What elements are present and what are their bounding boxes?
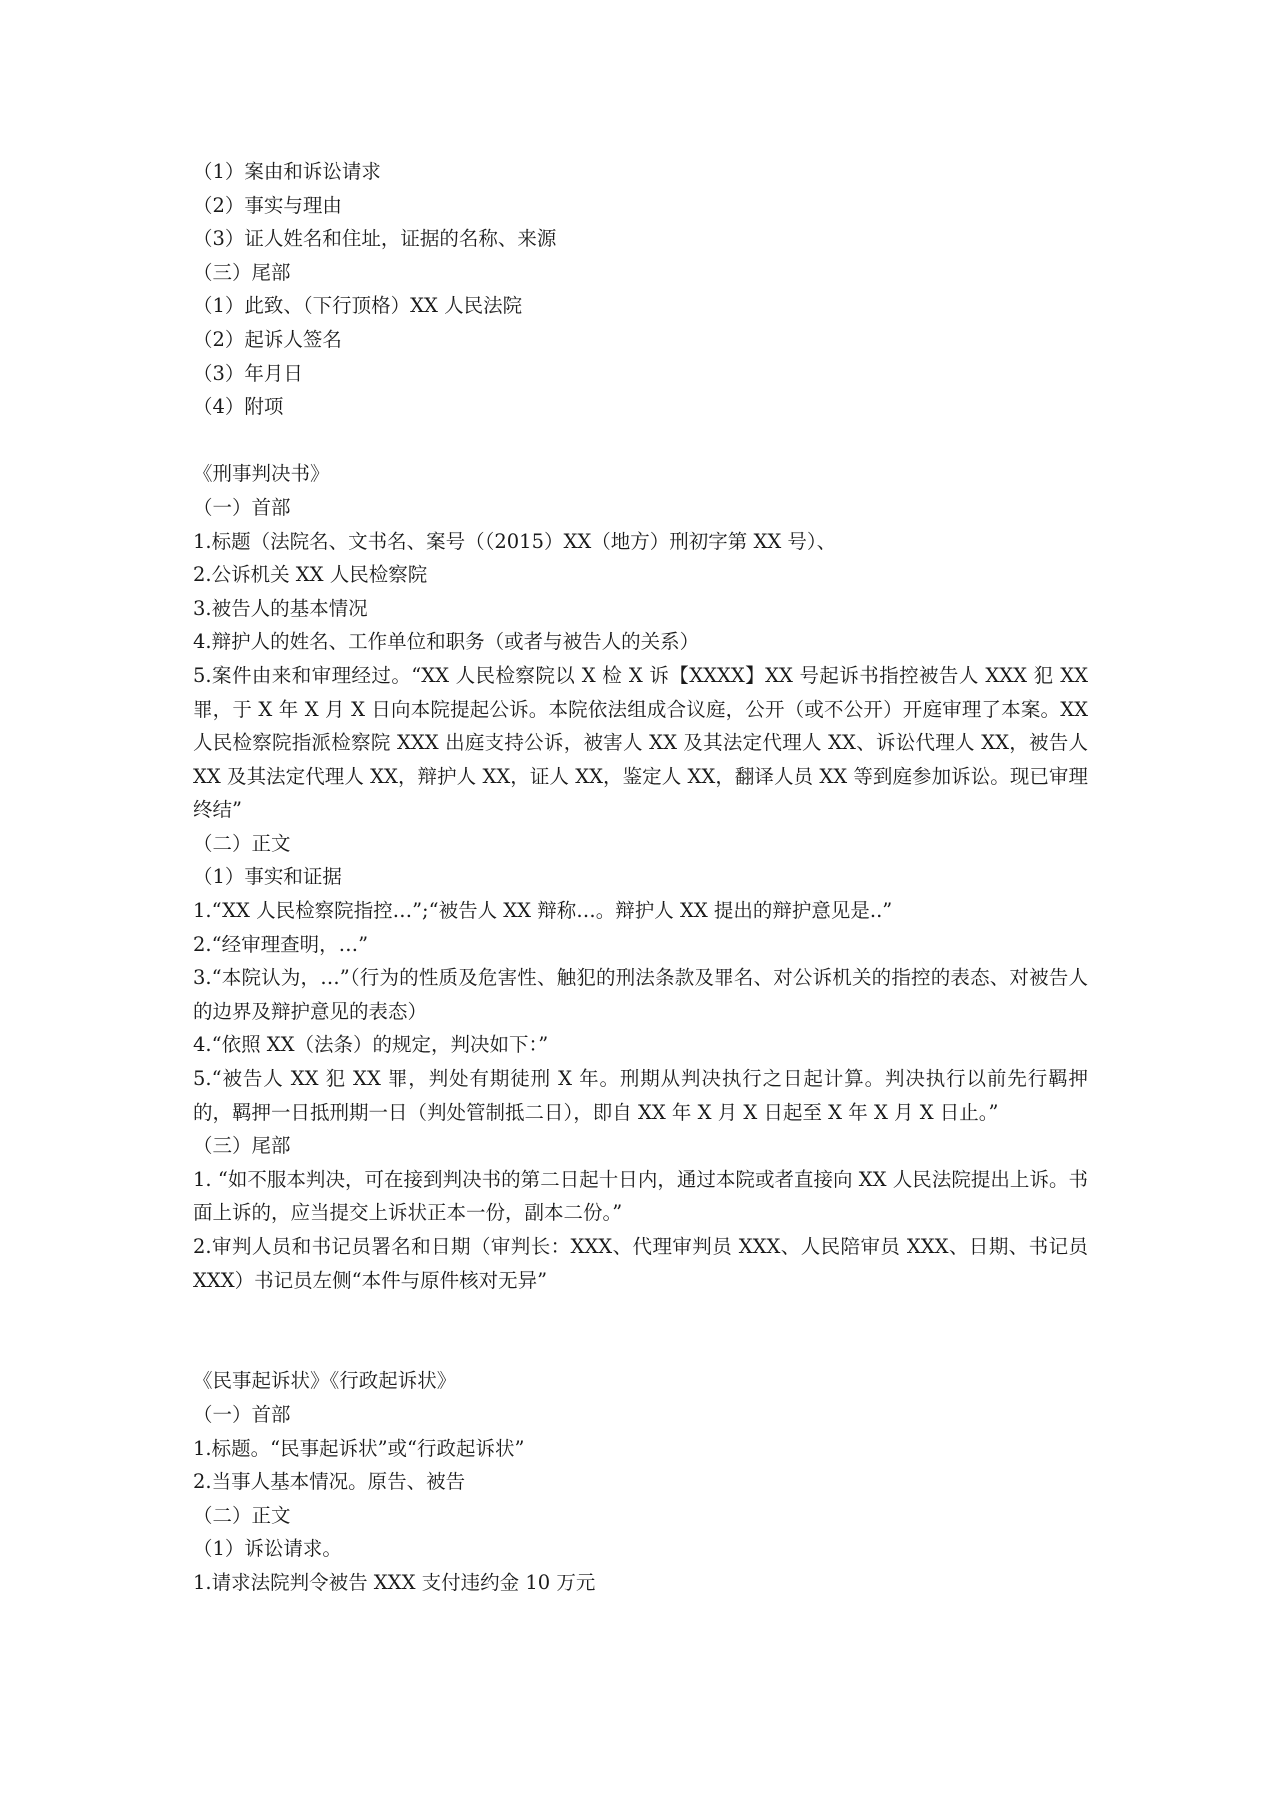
document-body: [193, 155, 1088, 1600]
document-title: 《刑事判决书》: [193, 462, 330, 486]
paragraph: 1. “如不服本判决，可在接到判决书的第二日起十日内，通过本院或者直接向 XX 人民法院提出上诉。书面上诉的，应当提交上诉状正本一份，副本二份。”: [193, 1167, 1088, 1225]
section-heading: （二）正文: [193, 831, 291, 855]
spacer: [193, 424, 1088, 458]
paragraph: 2.审判人员和书记员署名和日期（审判长：XXX、代理审判员 XXX、人民陪审员 XXX、日期、书记员 XXX）书记员左侧“本件与原件核对无异”: [193, 1235, 1088, 1292]
list-item: （1）案由和诉讼请求: [193, 160, 381, 183]
list-item: （3）年月日: [193, 361, 303, 385]
list-item: 3.被告人的基本情况: [193, 596, 368, 620]
list-item: （3）证人姓名和住址，证据的名称、来源: [193, 227, 557, 251]
list-item: 2.当事人基本情况。原告、被告: [193, 1470, 466, 1494]
list-item: 1.“XX 人民检察院指控…”;“被告人 XX 辩称…。辩护人 XX 提出的辩护意见是..”: [193, 899, 893, 923]
list-item: （4）附项: [193, 395, 284, 419]
list-item: 4.辩护人的姓名、工作单位和职务（或者与被告人的关系）: [193, 630, 700, 654]
paragraph: 5.“被告人 XX 犯 XX 罪，判处有期徒刑 X 年。刑期从判决执行之日起计算。判决执行以前先行羁押的，羁押一日抵刑期一日（判处管制抵二日），即自 XX 年 X 月 X 日起至 X 年 X 月 X 日止。”: [193, 1067, 1088, 1124]
list-item: （2）事实与理由: [193, 193, 342, 217]
paragraph: 3.“本院认为，…”（行为的性质及危害性、触犯的刑法条款及罪名、对公诉机关的指控的表态、对被告人的边界及辩护意见的表态）: [193, 966, 1088, 1023]
list-item: （2）起诉人签名: [193, 327, 342, 351]
list-item: 1.标题（法院名、文书名、案号（（2015）XX（地方）刑初字第 XX 号）、: [193, 529, 837, 553]
paragraph: 5.案件由来和审理经过。“XX 人民检察院以 X 检 X 诉【XXXX】XX 号起诉书指控被告人 XXX 犯 XX 罪，于 X 年 X 月 X 日向本院提起公诉。本院依法组成合议庭，公开（或不公开）开庭审理了本案。XX 人民检察院指派检察院 XXX 出庭支持公诉，被害人 XX 及其法定代理人 XX、诉讼代理人 XX，被告人 XX 及其法定代理人 XX，辩护人 XX，证人 XX，鉴定人 XX，翻译人员 XX 等到庭参加诉讼。现已审理终结”: [193, 663, 1088, 822]
section-heading: （一）首部: [193, 1402, 291, 1426]
list-item: 2.公诉机关 XX 人民检察院: [193, 563, 428, 587]
list-item: 2.“经审理查明，…”: [193, 932, 369, 956]
list-item: 4.“依照 XX（法条）的规定，判决如下：”: [193, 1033, 549, 1057]
section-heading: （二）正文: [193, 1503, 291, 1527]
section-heading: （三）尾部: [193, 1134, 291, 1158]
list-item: （1）诉讼请求。: [193, 1537, 342, 1561]
section-heading: （三）尾部: [193, 260, 291, 284]
document-title: 《民事起诉状》《行政起诉状》: [193, 1369, 457, 1393]
list-item: 1.标题。“民事起诉状”或“行政起诉状”: [193, 1436, 525, 1460]
list-item: 1.请求法院判令被告 XXX 支付违约金 10 万元: [193, 1570, 596, 1594]
list-item: （1）此致、（下行顶格）XX 人民法院: [193, 294, 523, 318]
section-heading: （一）首部: [193, 495, 291, 519]
spacer: [193, 1297, 1088, 1364]
list-item: （1）事实和证据: [193, 865, 342, 889]
